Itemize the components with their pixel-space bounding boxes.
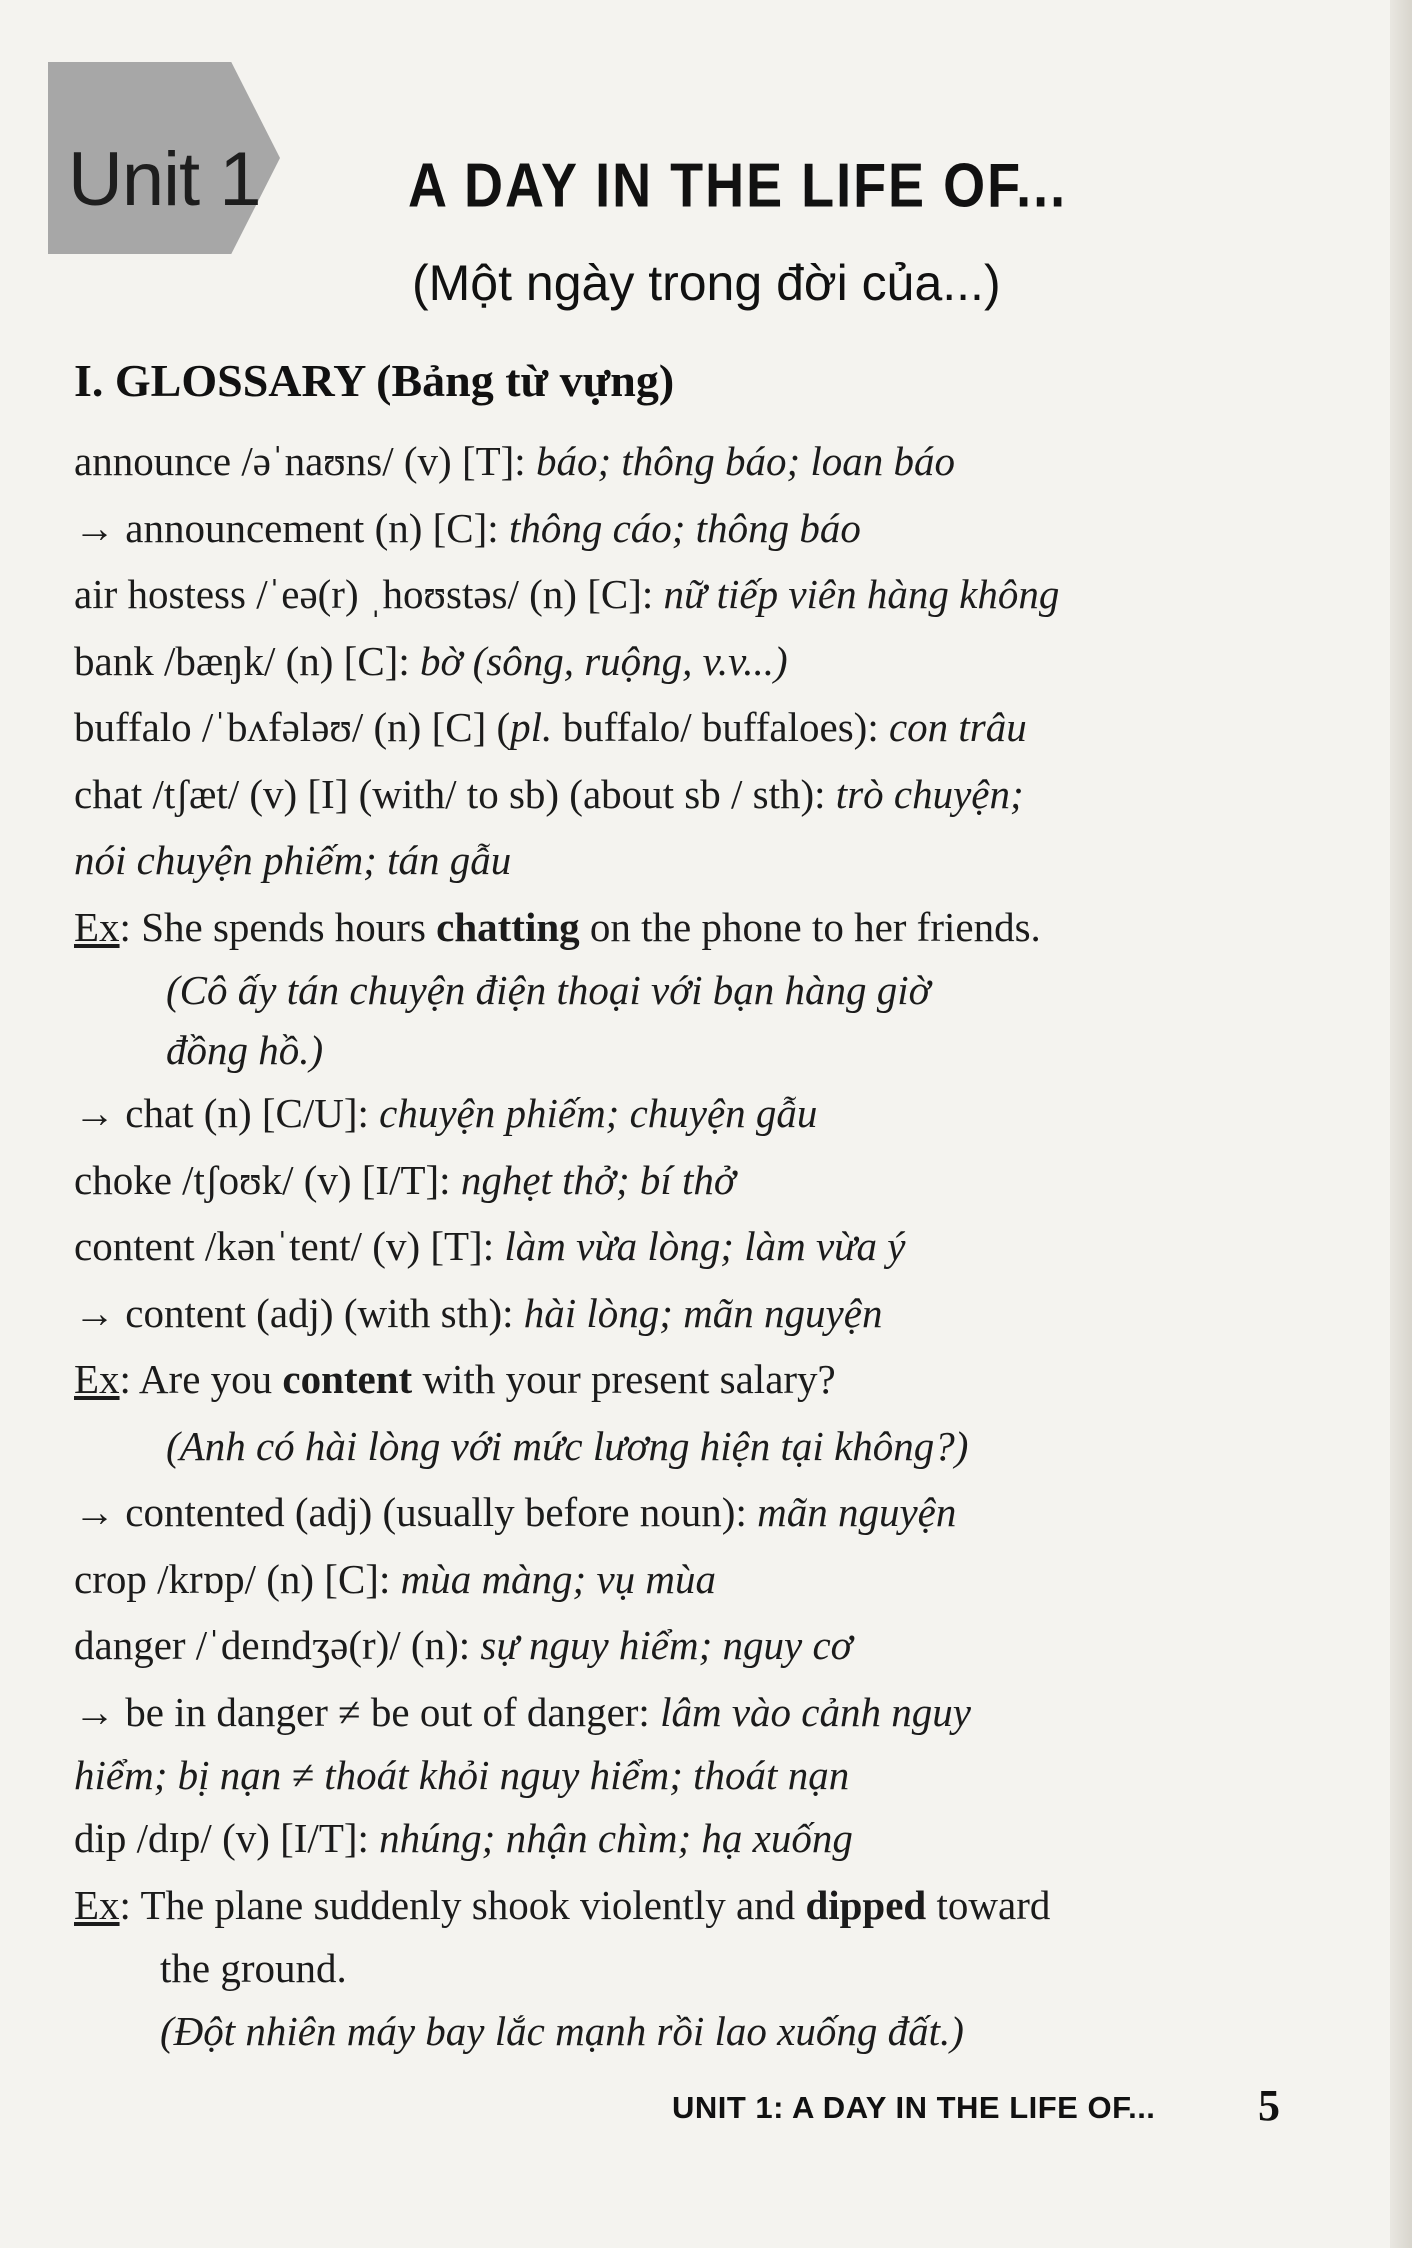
glossary-entry: buffalo /ˈbʌfələʊ/ (n) [C] (pl. buffalo/ buffaloes): con trâu — [74, 704, 1027, 750]
glossary-entry: → announcement (n) [C]: thông cáo; thông báo — [74, 504, 861, 551]
unit-title: A DAY IN THE LIFE OF... — [408, 151, 1068, 221]
glossary-entry: content /kənˈtent/ (v) [T]: làm vừa lòng; làm vừa ý — [74, 1223, 906, 1269]
example-translation: (Anh có hài lòng với mức lương hiện tại không?) — [166, 1422, 969, 1469]
section-heading: I. GLOSSARY (Bảng từ vựng) — [74, 355, 675, 406]
glossary-entry: crop /krɒp/ (n) [C]: mùa màng; vụ mùa — [74, 1555, 717, 1602]
unit-label: Unit 1 — [68, 137, 261, 222]
glossary-entry: air hostess /ˈeə(r) ˌhoʊstəs/ (n) [C]: nữ tiếp viên hàng không — [74, 571, 1060, 617]
glossary-entry: → content (adj) (with sth): hài lòng; mãn nguyện — [74, 1289, 883, 1336]
glossary-entry: announce /əˈnaʊns/ (v) [T]: báo; thông báo; loan báo — [74, 438, 956, 484]
glossary-entry: choke /tʃoʊk/ (v) [I/T]: nghẹt thở; bí thở — [74, 1156, 736, 1203]
page-number: 5 — [1258, 2081, 1280, 2130]
glossary-entry: → chat (n) [C/U]: chuyện phiếm; chuyện gẫu — [74, 1090, 818, 1136]
example-sentence: Ex: The plane suddenly shook violently and dipped toward — [74, 1881, 1051, 1928]
glossary-entry: bank /bæŋk/ (n) [C]: bờ (sông, ruộng, v.v...) — [74, 637, 788, 684]
glossary-entry: danger /ˈdeɪndʒə(r)/ (n): sự nguy hiểm; nguy cơ — [74, 1622, 853, 1668]
example-sentence: Ex: Are you content with your present salary? — [74, 1356, 836, 1402]
example-translation: (Đột nhiên máy bay lắc mạnh rồi lao xuống đất.) — [160, 2008, 964, 2054]
example-sentence-continuation: the ground. — [160, 1945, 347, 1991]
example-translation: (Cô ấy tán chuyện điện thoại với bạn hàng giờ — [166, 967, 931, 1013]
glossary-list — [74, 428, 1296, 2065]
glossary-entry-continuation: hiểm; bị nạn ≠ thoát khỏi nguy hiểm; thoát nạn — [74, 1752, 850, 1798]
running-footer: UNIT 1: A DAY IN THE LIFE OF... — [672, 2090, 1156, 2125]
glossary-entry: → contented (adj) (usually before noun): mãn nguyện — [74, 1489, 957, 1535]
glossary-entry: → be in danger ≠ be out of danger: lâm vào cảnh nguy — [74, 1688, 971, 1735]
example-sentence: Ex: She spends hours chatting on the phone to her friends. — [74, 903, 1041, 950]
page-edge — [1390, 0, 1412, 2248]
example-translation: đồng hồ.) — [166, 1027, 324, 1073]
glossary-entry-continuation: nói chuyện phiếm; tán gẫu — [74, 837, 512, 883]
glossary-entry: chat /tʃæt/ (v) [I] (with/ to sb) (about sb / sth): trò chuyện; — [74, 770, 1024, 817]
glossary-entry: dip /dɪp/ (v) [I/T]: nhúng; nhận chìm; hạ xuống — [74, 1815, 853, 1861]
unit-subtitle: (Một ngày trong đời của...) — [412, 255, 1001, 311]
